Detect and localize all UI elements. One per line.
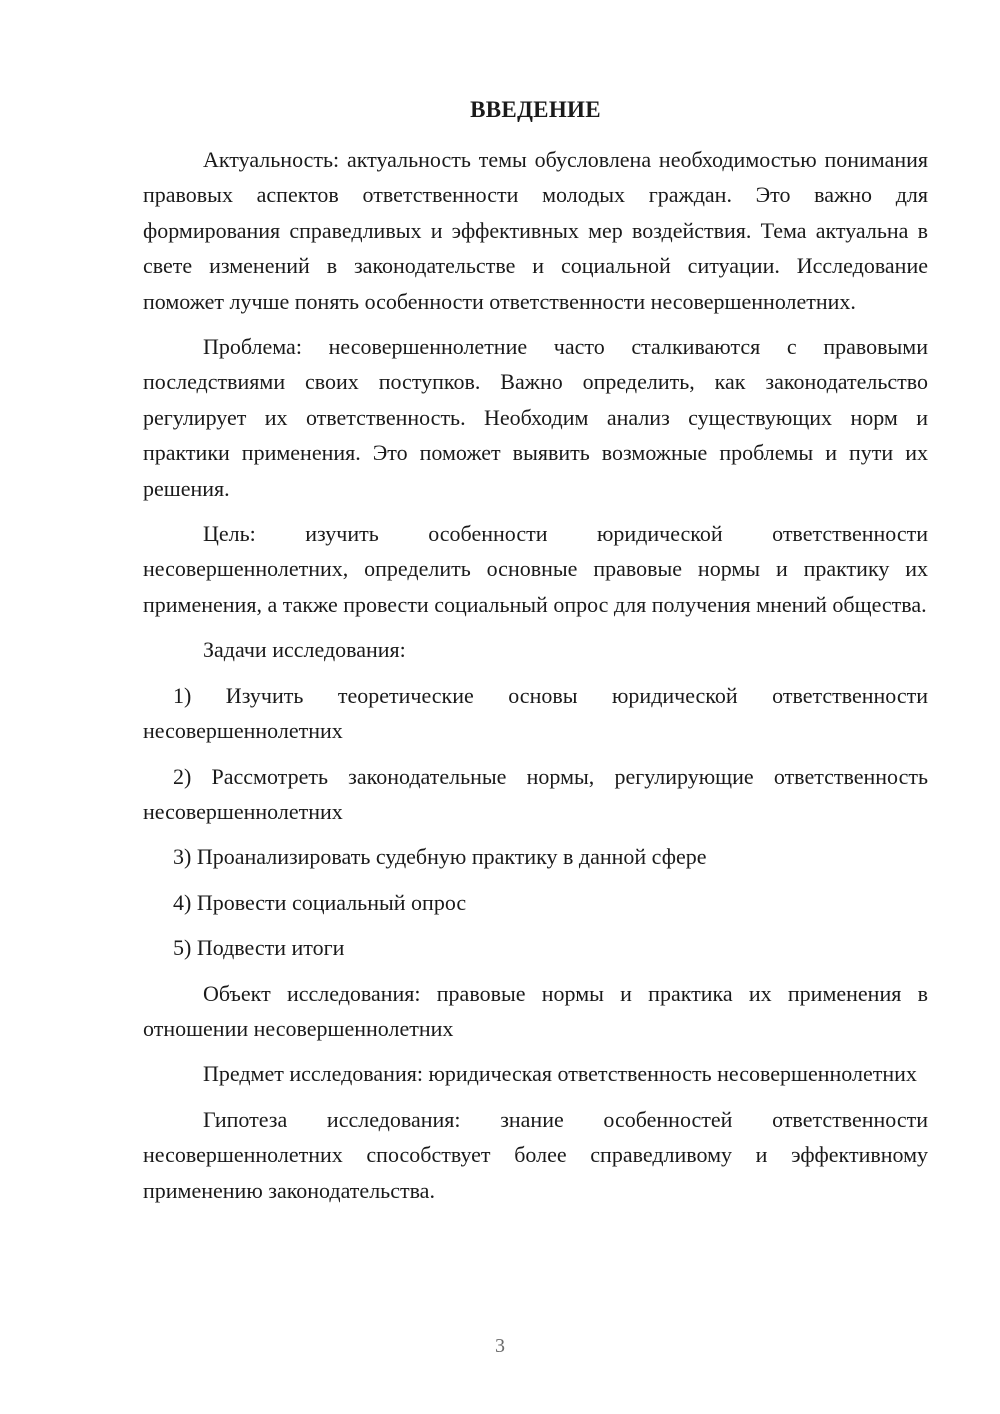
- paragraph-tasks-title: Задачи исследования:: [203, 637, 406, 663]
- paragraph-relevance: Актуальность: актуальность темы обусловлена необходимостью понимания правовых аспектов ответственности молодых граждан. Это важно для формирования справедливых и эффективных мер воздействия. Тема актуальна в свете изменений в законодательстве и социальной ситуации. Исследование поможет лучше понять особенности ответственности несовершеннолетних.: [143, 147, 928, 314]
- section-heading: ВВЕДЕНИЕ: [470, 97, 601, 122]
- task-item-1: 1) Изучить теоретические основы юридической ответственности несовершеннолетних: [143, 682, 928, 744]
- task-item-4: 4) Провести социальный опрос: [173, 889, 467, 915]
- paragraph-goal: Цель: изучить особенности юридической ответственности несовершеннолетних, определить основные правовые нормы и практику их применения, а также провести социальный опрос для получения мнений общества.: [143, 521, 928, 617]
- page-content: [143, 94, 928, 1218]
- paragraph-hypothesis: Гипотеза исследования: знание особенностей ответственности несовершеннолетних способствует более справедливому и эффективному применению законодательства.: [143, 1106, 928, 1203]
- paragraph-object: Объект исследования: правовые нормы и практика их применения в отношении несовершеннолетних: [143, 980, 928, 1041]
- page-number: 3: [495, 1335, 505, 1357]
- paragraph-problem: Проблема: несовершеннолетние часто сталкиваются с правовыми последствиями своих поступков. Важно определить, как законодательство регулирует их ответственность. Необходим анализ существующих норм и практики применения. Это поможет выявить возможные проблемы и пути их решения.: [143, 334, 928, 501]
- task-item-5: 5) Подвести итоги: [173, 935, 345, 961]
- task-item-3: 3) Проанализировать судебную практику в данной сфере: [173, 844, 707, 870]
- task-item-2: 2) Рассмотреть законодательные нормы, регулирующие ответственность несовершеннолетних: [143, 763, 928, 824]
- paragraph-subject: Предмет исследования: юридическая ответственность несовершеннолетних: [203, 1061, 917, 1087]
